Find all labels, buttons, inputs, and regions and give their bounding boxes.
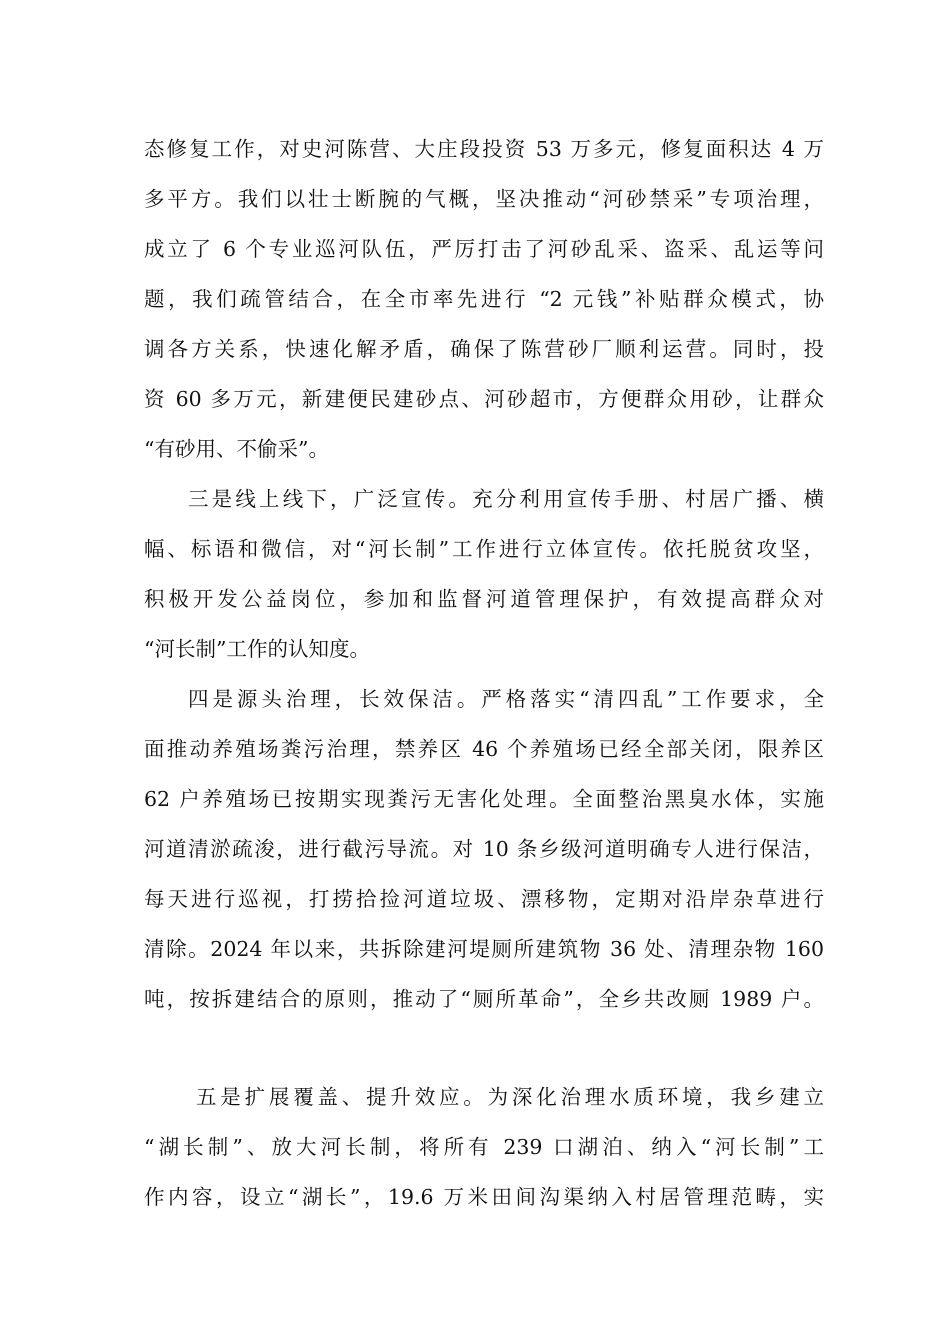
text-line: 资 60 多万元，新建便民建砂点、河砂超市，方便群众用砂，让群众 xyxy=(144,387,824,411)
text-line: 多平方。我们以壮士断腕的气概，坚决推动“河砂禁采”专项治理， xyxy=(144,187,824,211)
text-line: 每天进行巡视，打捞拾捡河道垃圾、漂移物，定期对沿岸杂草进行 xyxy=(144,887,824,911)
text-line: “河长制”工作的认知度。 xyxy=(144,637,370,661)
text-line: “有砂用、不偷采”。 xyxy=(144,437,329,461)
text-line: 作内容，设立“湖长”，19.6 万米田间沟渠纳入村居管理范畴，实 xyxy=(144,1185,824,1209)
text-line: 河道清淤疏浚，进行截污导流。对 10 条乡级河道明确专人进行保洁， xyxy=(144,837,824,861)
text-line: 清除。2024 年以来，共拆除建河堤厕所建筑物 36 处、清理杂物 160 xyxy=(144,937,824,961)
text-line: 62 户养殖场已按期实现粪污无害化处理。全面整治黑臭水体，实施 xyxy=(144,787,824,811)
text-line: 成立了 6 个专业巡河队伍，严厉打击了河砂乱采、盗采、乱运等问 xyxy=(144,237,824,261)
paragraph-first-line: 四是源头治理，长效保洁。严格落实“清四乱”工作要求，全 xyxy=(188,687,824,711)
text-line: “湖长制”、放大河长制，将所有 239 口湖泊、纳入“河长制”工 xyxy=(144,1135,824,1159)
text-line: 态修复工作，对史河陈营、大庄段投资 53 万多元，修复面积达 4 万 xyxy=(144,137,824,161)
text-line: 面推动养殖场粪污治理，禁养区 46 个养殖场已经全部关闭，限养区 xyxy=(144,737,824,761)
text-line: 积极开发公益岗位，参加和监督河道管理保护，有效提高群众对 xyxy=(144,587,824,611)
paragraph-first-line: 五是扩展覆盖、提升效应。为深化治理水质环境，我乡建立 xyxy=(196,1085,824,1109)
text-line: 幅、标语和微信，对“河长制”工作进行立体宣传。依托脱贫攻坚， xyxy=(144,537,824,561)
text-line: 吨，按拆建结合的原则，推动了“厕所革命”，全乡共改厕 1989 户。 xyxy=(144,987,824,1011)
paragraph-first-line: 三是线上线下，广泛宣传。充分利用宣传手册、村居广播、横 xyxy=(188,487,824,511)
text-line: 调各方关系，快速化解矛盾，确保了陈营砂厂顺利运营。同时，投 xyxy=(144,337,824,361)
text-line: 题，我们疏管结合，在全市率先进行 “2 元钱”补贴群众模式，协 xyxy=(144,287,824,311)
